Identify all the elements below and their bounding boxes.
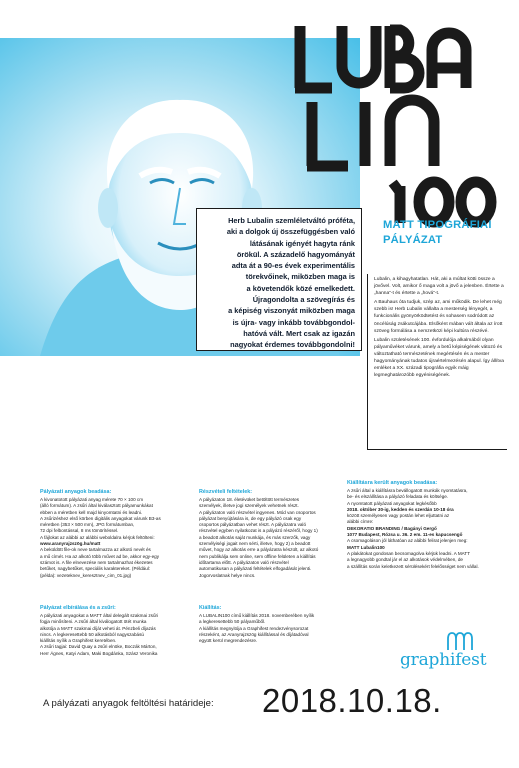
section-line: fogja minősíteni. A zsűri által kiválogatott ötét munka bbox=[40, 619, 147, 625]
section-line: betűket, nagybetűket, speciális karaktereket. (Például: bbox=[40, 566, 151, 572]
section-line: időtartama előtt. A pályázaton való részvétel bbox=[199, 559, 289, 565]
section-line: MATT Lubalin100 bbox=[347, 544, 385, 550]
section-line: személyiségi jogait nem sérti, illetve, hogy 2) a beadott bbox=[199, 541, 311, 547]
section-line: részeként, az Aranyrajzszög kiállítással és díjátadóval bbox=[199, 631, 309, 637]
quote-line: is újra- vagy inkább továbbgondol- bbox=[232, 317, 355, 327]
section-line: 2018. október 30-ig, kedden és szerdán 10-18 óra bbox=[347, 506, 454, 512]
quote-line: a képiség viszonyát miközben maga bbox=[228, 306, 355, 316]
section-line: (példa): vezeteknev_keresztnev_cim_01.jpg) bbox=[40, 572, 132, 578]
section-line: A zsűrizéshez első körben digitális anyagokat várunk B3-as bbox=[40, 515, 161, 521]
section-title: Részvételi feltételek: bbox=[199, 489, 253, 495]
section-line: A plakátokat gondosan becsomagolva kérjük leadni. A MATT bbox=[347, 550, 470, 556]
section-line: nem publikálja sem online, sem offline felületen a kiállítás bbox=[199, 553, 316, 559]
section-line: Jogorvoslatnak helye nincs. bbox=[199, 572, 256, 578]
exhibition-section bbox=[199, 605, 349, 644]
section-line: A pályázaton 18. életévüket betöltött természetes bbox=[199, 497, 300, 502]
intro-paragraph: A Bauhaus óta tudjuk, szép az, ami működik. De lehet még szebb is! Herb Lubalin vállalta a mesterség lényegét, a funkcionális gyönyörködtetést és sohasem sodródott az öncélúság zsákutcájába. Elsőként mában vált általa az írott szöveg formálása a nemzetközi képi kultúra részévé. bbox=[374, 300, 503, 334]
intro-text bbox=[367, 274, 507, 450]
section-line: részvétel egyben nyilatkozat is a pályázó részéről, hogy 1) bbox=[199, 528, 318, 534]
logo-text: LUBA bbox=[250, 18, 253, 19]
section-line: a legnagyobb gondtal jár el az alkotások védelmében, de bbox=[347, 557, 463, 563]
section-line: A csomagoláson jól láthatóan az alábbi felirat jelenjen meg: bbox=[347, 538, 468, 544]
section-line: A zsűri által a kiállításra bevállogatott munkák nyomtatásra, bbox=[347, 488, 468, 493]
section-line: művet, hogy az alkotás erre a pályázatra készült, az alkotó bbox=[199, 547, 319, 553]
headline-line-2: PÁLYÁZAT bbox=[383, 234, 443, 246]
quote-box bbox=[196, 208, 362, 351]
quote-line: aki a dolgok új összefüggésben való bbox=[226, 227, 355, 237]
lubalin100-logo bbox=[250, 18, 510, 228]
quote-line: örökül. A századelő hagyományát bbox=[236, 249, 355, 259]
matt-logo-mark bbox=[446, 630, 476, 652]
section-title: Kiállításra került anyagok beadása: bbox=[347, 480, 438, 486]
section-line: a szállítás során keletkezett sérülésekért felelősséget nem vállal. bbox=[347, 563, 479, 569]
upload-url-link[interactable]: www.aranyrajzszög.hu/matt bbox=[40, 541, 101, 547]
section-line: a legkeresettebb 50 pályaműből. bbox=[199, 619, 266, 625]
section-line: A pályázaton való részvétel ingyenes. Mód van csoportos bbox=[199, 509, 316, 515]
jury-section bbox=[40, 605, 190, 657]
section-line: (álló formátum). A zsűri által kiválasztott pályamunkákat bbox=[40, 503, 153, 509]
section-line: DEKORATIO BRANDING / Bagányi Gergő bbox=[347, 525, 437, 531]
exhibition-submission-section bbox=[347, 480, 513, 570]
quote-line: a követendők közé emelkedett. bbox=[246, 283, 355, 293]
competition-headline bbox=[383, 218, 513, 248]
conditions-section bbox=[199, 489, 349, 579]
section-line: a beadott alkotás saját munkája, és más szerzők, vagy bbox=[199, 534, 311, 540]
section-line: ebben a méretben kell majd kinyomtatni és leadni. bbox=[40, 509, 143, 515]
section-line: pályázat benyújtására is, de egy pályázó csak egy bbox=[199, 515, 302, 521]
section-line: A LUBALIN100 című kiállítás 2018. novemberében nyílik bbox=[199, 613, 315, 618]
section-line: automatikusan a pályázati feltételek elfogadását jelenti. bbox=[199, 566, 312, 572]
section-line: a mű címét. Ha az alkotó több művet ad be, akkor egy-egy bbox=[40, 553, 159, 559]
section-title: Pályázati anyagok beadása: bbox=[40, 489, 112, 495]
section-line: személyek, illetve jogi személyek vehetnek részt. bbox=[199, 503, 299, 509]
deadline-date: 2018.10.18. bbox=[262, 682, 442, 719]
deadline-label: A pályázati anyagok feltöltési határideje: bbox=[43, 698, 214, 709]
headline-line-1: MATT TIPOGRÁFIAI bbox=[383, 219, 492, 231]
section-line: A beküldött file-ok neve tartalmazza az alkotó nevét és bbox=[40, 547, 151, 553]
section-line: 1077 Budapest, Rózsa u. 36. 2 em. 11-es kapucsengő bbox=[347, 532, 463, 538]
section-line: között személyesen vagy postán lehet eljuttatni az bbox=[347, 513, 450, 519]
section-line: Herr Ágnes, Katyi Adam, Maki Bogdánka, Szász Veronika bbox=[40, 650, 158, 656]
section-line: A kivonatotott pályázati anyag mérete 70 × 100 cm bbox=[40, 497, 144, 502]
section-line: 72 dpi felbontással, 8 ms tömörítéssel. bbox=[40, 528, 119, 534]
section-line: be- és elszállítása a pályázó feladata és költsége. bbox=[347, 494, 449, 500]
quote-line: Újragondolta a szövegírás és bbox=[252, 295, 355, 305]
quote-line: látásának igényét hagyta ránk bbox=[249, 238, 355, 248]
section-line: alkotója a MATT szakmai díját veheti át. Pénzbeli díjazás bbox=[40, 625, 156, 631]
section-title: Pályázat elbírálása és a zsűri: bbox=[40, 605, 116, 611]
quote-line: Herb Lubalin szemléletváltó próféta, bbox=[228, 216, 355, 225]
quote-line: hatóvá vált. Mert csak az igazán bbox=[243, 328, 355, 338]
section-line: A fájlokat az alábbi az alábbi weboldalra kérjük feltölteni: bbox=[40, 534, 155, 540]
section-title: Kiállítás: bbox=[199, 605, 222, 611]
section-line: A zsűri tagjai: David Quay a zsűri elnöke, Boczák Márton, bbox=[40, 644, 157, 650]
section-line: A kiállítás megnyitója a Graphifest rendezvénysorozat bbox=[199, 625, 309, 631]
section-line: kiállítás nyílik a Graphifest keretében. bbox=[40, 638, 117, 644]
section-line: nincs. A legkeresettebb 50 alkotásból nagyszabású bbox=[40, 631, 144, 637]
graphifest-logo: graphifest bbox=[400, 650, 487, 670]
section-line: csoportos pályázatban vehet részt. A pályázatra való bbox=[199, 522, 306, 528]
intro-paragraph: Lubalin születésének 100. évfordulója alkalmából olyan pályaművéket várunk, amely a betű képiségének vátozó és változtatható természetének megértésén és a mester hagyományának tudatos újraértelmezésén alapul. Így állítva emléket a XX. századi tipográfia egyik máig legmeghatározóbb egyéniségének. bbox=[374, 337, 504, 379]
section-line: alábbi címre: bbox=[347, 519, 374, 525]
section-line: számot is. A file elnevezése nem tartalmazhat ékezetes bbox=[40, 559, 153, 565]
intro-paragraph: Lubalin, a kihagyhatatlan. Hát, aki a múltat kötti össze a jövővel. Volt, amikor ő maga volt a jövő a jelenben. Értette a „hanna”-t és értette a „hová”-t. bbox=[374, 277, 504, 297]
section-line: méretben (353 × 500 mm), JPG formátumban, bbox=[40, 522, 135, 528]
section-line: A nyomtatott pályázati anyagokat legkésőbb bbox=[347, 500, 437, 506]
quote-line: törekvőinek, miközben maga is bbox=[245, 272, 355, 282]
section-line: együtt kerül megrendezésre. bbox=[199, 638, 258, 644]
submission-section bbox=[40, 489, 190, 579]
section-line: A pályázati anyagokat a MATT által delegált szakmai zsűri bbox=[40, 613, 159, 618]
quote-line: nagyokat érdemes továbbgondolni! bbox=[230, 340, 355, 350]
quote-line: adta át a 90-es évek experimentális bbox=[231, 261, 355, 271]
